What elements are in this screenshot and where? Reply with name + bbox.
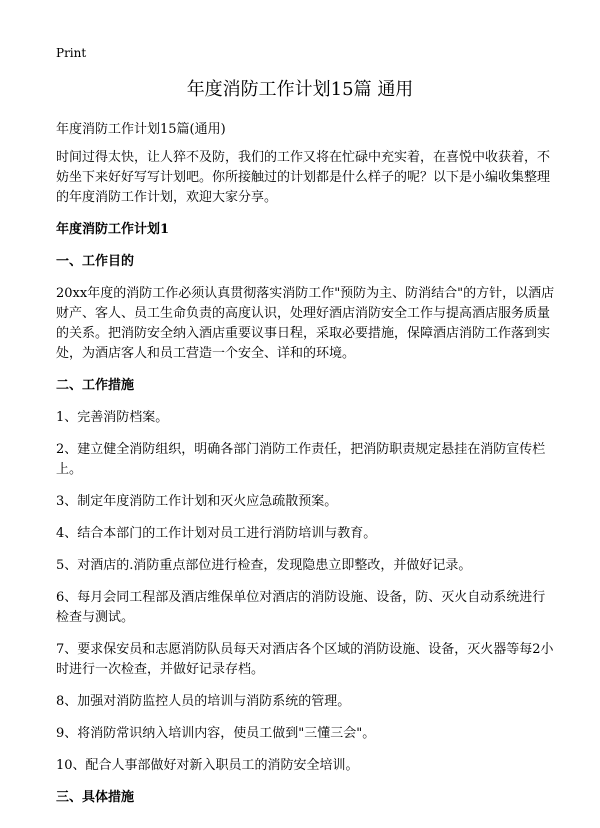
print-label[interactable]: Print <box>56 46 87 60</box>
measure-item: 1、完善消防档案。 <box>56 410 169 425</box>
measure-item: 8、加强对消防监控人员的培训与消防系统的管理。 <box>56 694 351 709</box>
measure-item: 2、建立健全消防组织，明确各部门消防工作责任，把消防职责规定悬挂在消防宣传栏上。 <box>56 442 546 477</box>
measure-item: 9、将消防常识纳入培训内容，使员工做到"三懂三会"。 <box>56 726 376 741</box>
measure-item: 3、制定年度消防工作计划和灭火应急疏散预案。 <box>56 494 338 509</box>
measure-item: 4、结合本部门的工作计划对员工进行消防培训与教育。 <box>56 526 377 541</box>
document-title: 年度消防工作计划15篇 通用 <box>186 79 414 100</box>
document-subtitle: 年度消防工作计划15篇(通用) <box>56 122 226 137</box>
section-heading-purpose: 一、工作目的 <box>56 254 135 269</box>
section-heading-specific: 三、具体措施 <box>56 790 135 805</box>
plan-heading: 年度消防工作计划1 <box>56 222 170 237</box>
document-body <box>56 120 556 820</box>
measure-item: 5、对酒店的.消防重点部位进行检查，发现隐患立即整改，并做好记录。 <box>56 558 472 573</box>
intro-paragraph: 时间过得太快，让人猝不及防，我们的工作又将在忙碌中充实着，在喜悦中收获着，不妨坐下来好好写写计划吧。你所接触过的计划都是什么样子的呢？以下是小编收集整理的年度消防工作计划，欢迎大家分享。 <box>56 150 551 205</box>
purpose-paragraph: 20xx年度的消防工作必须认真贯彻落实消防工作"预防为主、防消结合"的方针，以酒店财产、客人、员工生命负责的高度认识，处理好酒店消防安全工作与提高酒店服务质量的关系。把消防安全纳入酒店重要议事日程，采取必要措施，保障酒店消防工作落到实处，为酒店客人和员工营造一个安全、详和的环境。 <box>56 286 555 361</box>
measure-item: 7、要求保安员和志愿消防队员每天对酒店各个区域的消防设施、设备，灭火器等每2小时进行一次检查，并做好记录存档。 <box>56 642 554 677</box>
section-heading-measures: 二、工作措施 <box>56 378 135 393</box>
measure-item: 6、每月会同工程部及酒店维保单位对酒店的消防设施、设备，防、灭火自动系统进行检查与测试。 <box>56 590 546 625</box>
measure-item: 10、配合人事部做好对新入职员工的消防安全培训。 <box>56 758 359 773</box>
